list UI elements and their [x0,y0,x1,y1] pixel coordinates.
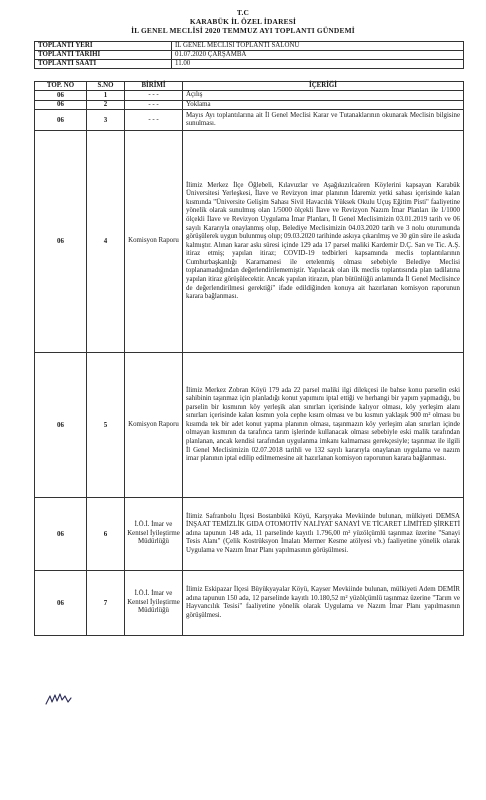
table-row [35,91,464,101]
row-unit: - - - [125,100,183,110]
header-top-no: TOP. NO [35,82,87,91]
meeting-date-label: TOPLANTI TARİHİ [35,50,172,59]
table-row [35,100,464,110]
row-unit: İ.Ö.İ. İmar ve Kentsel İyileştirme Müdürlüğü [125,498,183,571]
row-content: Açılış [183,91,464,101]
row-content: İlimiz Merkez Zobran Köyü 179 ada 22 parsel maliki ilgi dilekçesi ile bahse konu parselin eski sahibinin taşınmaz için planladığı konut yapımını iptal ettiği ve herhangi bir yapım yapmadığı, bu parselin bir kısmının köy yerleşik alan sınırları içerisinde kalıyor olması, köy yerleşim alanı sınırları içerisinde kalan kısmın yola cephe kısım olması ve bu kısmın yaklaşık 900 m² olması bu kısımda tek bir adet konut yapma planının olması, taşınmazın köy yerleşim alan sınırları içinde olmayan kısmının da tarafınca tarım işlerinde kullanacak olması sebebiyle eski malik tarafından planlanan, ancak kendisi tarafından uygulanma imkanı kalmaması gerekçesiyle; taşınmaz ile ilgili İl Genel Meclisimizin 02.07.2018 tarihli ve 132 sayılı kararıyla onaylanan uygulama ve nazım imar planının iptal edilip edilmemesine ait hazırlanan komisyon raporunun karara bağlanması. [183,353,464,498]
row-s-no: 4 [87,131,125,353]
table-row [35,110,464,131]
header-unit: BİRİMİ [125,82,183,91]
row-unit: Komisyon Raporu [125,131,183,353]
row-s-no: 1 [87,91,125,101]
row-s-no: 3 [87,110,125,131]
row-unit: Komisyon Raporu [125,353,183,498]
meeting-time-value: 11.00 [172,59,464,68]
signature-mark [44,690,74,708]
row-s-no: 7 [87,571,125,636]
meeting-time-row [35,59,464,68]
header-line-1: T.C [236,8,250,17]
table-row [35,571,464,636]
table-row [35,131,464,353]
row-unit: - - - [125,91,183,101]
row-top-no: 06 [35,571,87,636]
meeting-date-value: 01.07.2020 ÇARŞAMBA [172,50,464,59]
meeting-date-row [35,50,464,59]
row-top-no: 06 [35,131,87,353]
meeting-info-table [34,41,464,69]
meeting-place-label: TOPLANTI YERİ [35,42,172,51]
header-title: İL GENEL MECLİSİ 2020 TEMMUZ AYI TOPLANTI GÜNDEMİ [131,26,355,35]
row-top-no: 06 [35,100,87,110]
row-top-no: 06 [35,353,87,498]
agenda-header-row [35,82,464,91]
row-top-no: 06 [35,498,87,571]
row-content: Yoklama [183,100,464,110]
agenda-table [34,81,464,636]
row-top-no: 06 [35,91,87,101]
meeting-place-value: İL GENEL MECLİSİ TOPLANTI SALONU [172,42,464,51]
row-top-no: 06 [35,110,87,131]
header-organization: KARABÜK İL ÖZEL İDARESİ [189,17,297,26]
row-s-no: 5 [87,353,125,498]
header-s-no: S.NO [87,82,125,91]
row-s-no: 2 [87,100,125,110]
row-s-no: 6 [87,498,125,571]
row-unit: - - - [125,110,183,131]
row-content: İlimiz Safranbolu İlçesi Bostanbükü Köyü, Karşıyaka Mevkiinde bulunan, mülkiyeti DEMSA İNŞAAT TEMİZLİK GIDA OTOMOTİV NALİYAT SANAYİ VE TİCARET LİMİTED ŞİRKETİ adına tapunun 148 ada, 11 parselinde kayıtlı 1.796,00 m² yüzölçümlü taşınmaz üzerine "Sanayi Tesis Alanı" (Çelik Kostrüksyon İmalatı Mermer Kesme atölyesi vb.) faaliyetine yönelik olarak Uygulama ve Nazım İmar Planı yapılmasının görüşülmesi. [183,498,464,571]
row-content: İlimiz Merkez İlçe Öğlebeli, Kılavuzlar ve Aşağıkızılcaören Köylerini kapsayan Karabük Üniversitesi Yerleşkesi, İlave ve Revizyon imar planının İdaremiz yetki sahası içerisinde kalan kısmında "Üniversite Gelişim Sahası Sivil Havacılık Yüksek Okulu Uçuş Eğitim Pisti" faaliyetine yönelik olarak sunulmuş olan 1/5000 ölçekli İlave ve Revizyon Nazım İmar Planları ile 1/1000 ölçekli İlave ve Revizyon Uygulama İmar Planları, İl Genel Meclisimizin 03.01.2019 tarih ve 06 sayılı Kararıyla onaylanmış olup, Belediye Meclisimizin 04.03.2020 tarih ve 3 nolu oturumunda görüşülerek uygun bulunmuş olup; 09.03.2020 tarihinde askıya çıkarılmış ve 30 gün süre ile askıda kalmıştır. Alınan karar askı süresi içinde 129 ada 17 parsel maliki Kardemir D.Ç. San ve Tic. A.Ş. itiraz etmiş; yapılan itiraz; COVID-19 tedbirleri kapsamında meclis toplantılarının Cumhurbaşkanlığı Kararnamesi ile ertelenmiş olması sebebiyle Belediye Meclisi toplanamadığından değerlendirilememiştir. Yapılacak olan ilk meclis toplantısında plan tadilatına yapılan itiraz görüşülecektir. Ancak yapılan itirazın, plan bütünlüğü anlamında İl Genel Meclisince de değerlendirilmesi gerektiği" ifade edildiğinden konuya ait hazırlanan komisyon raporunun karara bağlanması. [183,131,464,353]
header-content: İÇERİĞİ [183,82,464,91]
meeting-place-row [35,42,464,51]
table-row [35,353,464,498]
meeting-time-label: TOPLANTI SAATİ [35,59,172,68]
row-content: İlimiz Eskipazar İlçesi Büyükyayalar Köyü, Kayser Mevkiinde bulunan, mülkiyeti Adem DEMİR adına tapunun 150 ada, 12 parselinde kayıtlı 10.180,52 m² yüzölçümlü taşınmaz üzerine "Tarım ve Hayvancılık Tesisi" faaliyetine yönelik olarak Uygulama ve Nazım İmar Planı yapılmasının görüşülmesi. [183,571,464,636]
row-content: Mayıs Ayı toplantılarına ait İl Genel Meclisi Karar ve Tutanaklarının okunarak Meclisin bilgisine sunulması. [183,110,464,131]
table-row [35,498,464,571]
row-unit: İ.Ö.İ. İmar ve Kentsel İyileştirme Müdürlüğü [125,571,183,636]
